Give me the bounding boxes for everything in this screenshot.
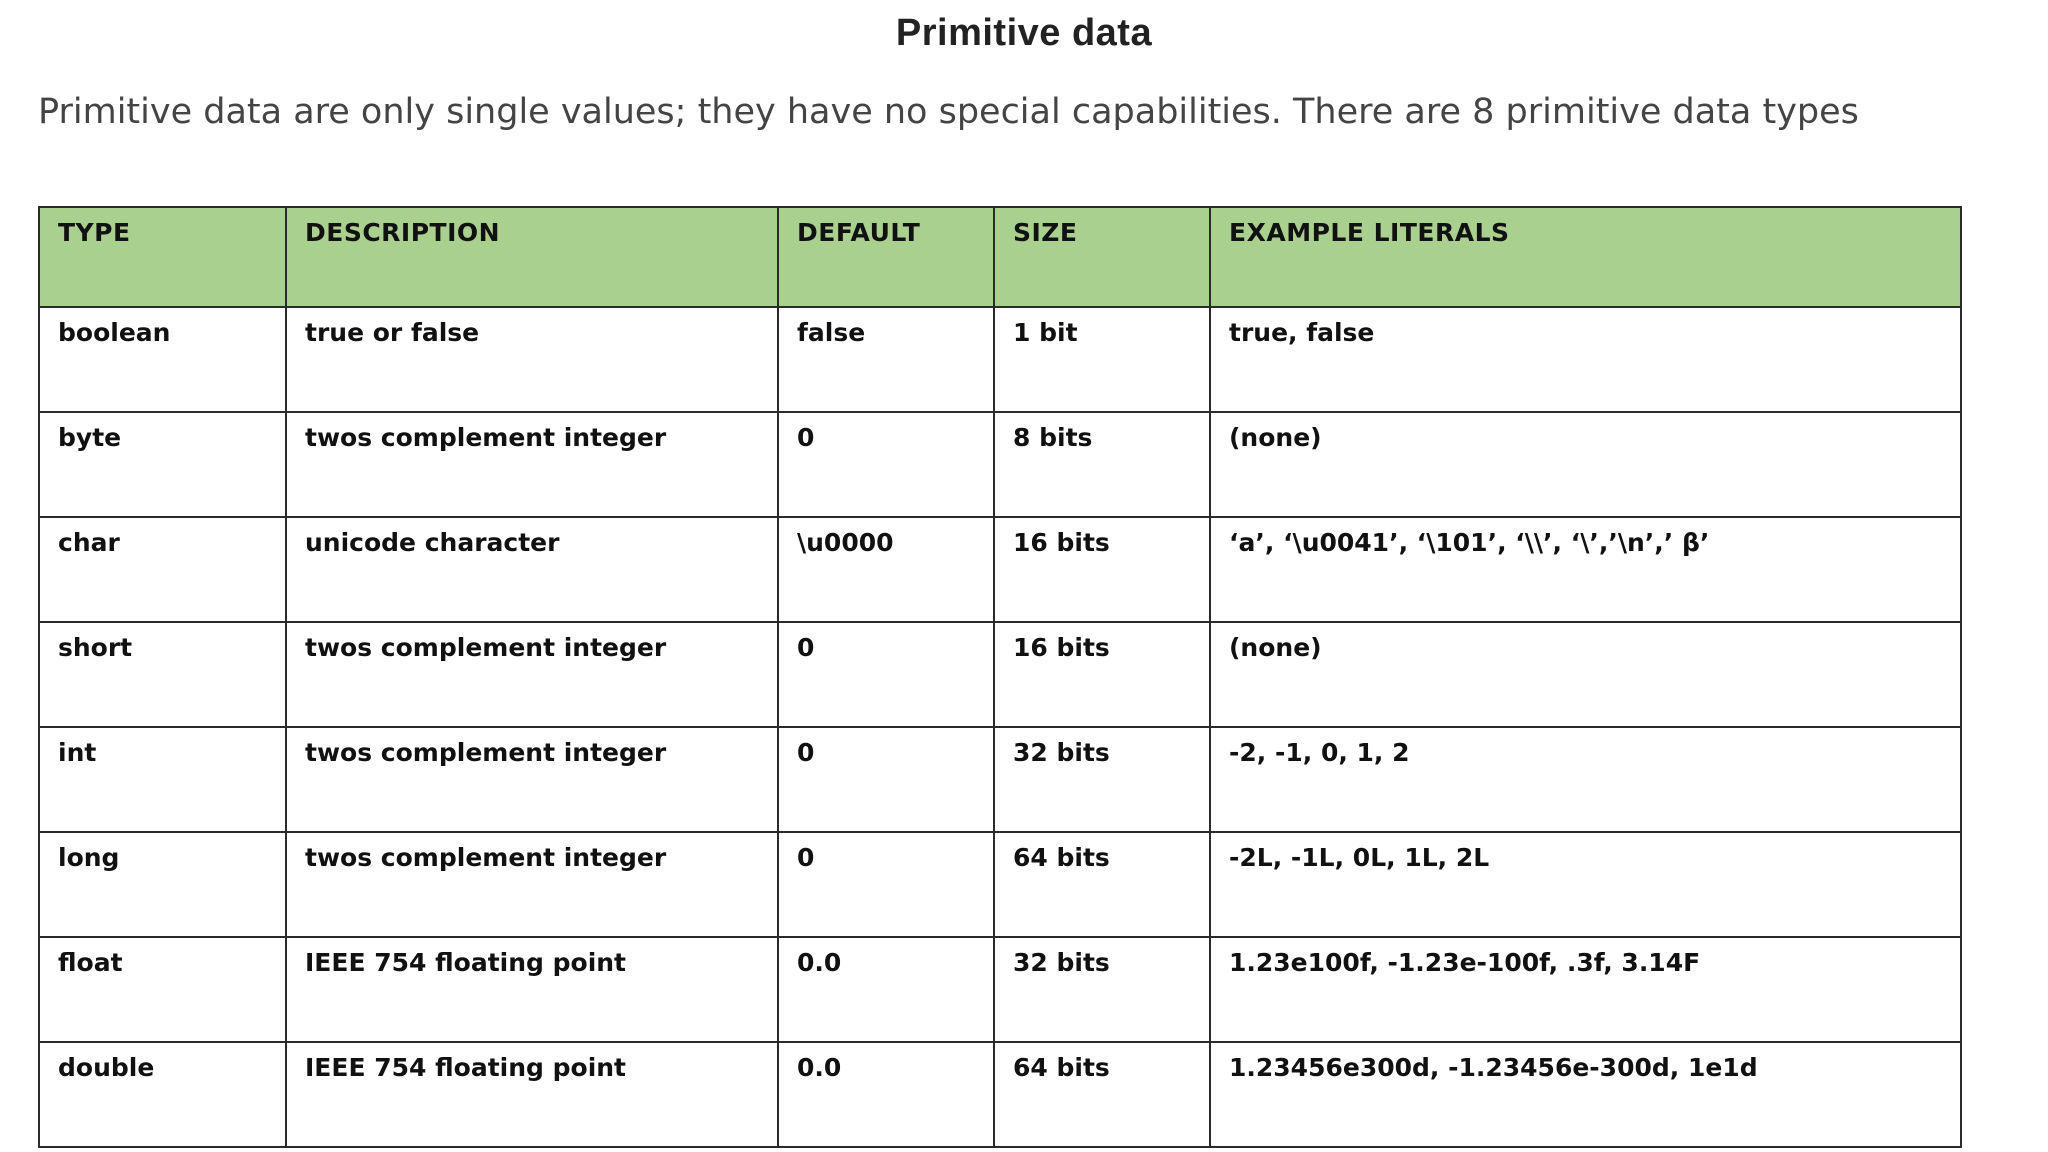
cell-description: twos complement integer bbox=[286, 412, 778, 517]
table-row bbox=[39, 1042, 1961, 1147]
primitive-types-table-container bbox=[38, 206, 1962, 1148]
cell-description: twos complement integer bbox=[286, 727, 778, 832]
cell-default: \u0000 bbox=[778, 517, 994, 622]
table-row bbox=[39, 832, 1961, 937]
cell-example-literals: (none) bbox=[1210, 412, 1961, 517]
cell-size: 32 bits bbox=[994, 937, 1210, 1042]
page-title: Primitive data bbox=[895, 12, 1153, 54]
header-default: DEFAULT bbox=[778, 207, 994, 307]
table-row bbox=[39, 727, 1961, 832]
header-example-literals: EXAMPLE LITERALS bbox=[1210, 207, 1961, 307]
cell-default: 0 bbox=[778, 832, 994, 937]
cell-size: 8 bits bbox=[994, 412, 1210, 517]
cell-default: 0.0 bbox=[778, 937, 994, 1042]
cell-type: short bbox=[39, 622, 286, 727]
cell-description: IEEE 754 floating point bbox=[286, 937, 778, 1042]
cell-description: true or false bbox=[286, 307, 778, 412]
table-row bbox=[39, 622, 1961, 727]
cell-example-literals: 1.23e100f, -1.23e-100f, .3f, 3.14F bbox=[1210, 937, 1961, 1042]
cell-type: byte bbox=[39, 412, 286, 517]
cell-size: 1 bit bbox=[994, 307, 1210, 412]
header-size: SIZE bbox=[994, 207, 1210, 307]
cell-description: unicode character bbox=[286, 517, 778, 622]
cell-size: 64 bits bbox=[994, 832, 1210, 937]
cell-type: float bbox=[39, 937, 286, 1042]
cell-default: 0 bbox=[778, 727, 994, 832]
table-row bbox=[39, 412, 1961, 517]
cell-type: boolean bbox=[39, 307, 286, 412]
cell-size: 16 bits bbox=[994, 622, 1210, 727]
cell-default: false bbox=[778, 307, 994, 412]
cell-example-literals: -2, -1, 0, 1, 2 bbox=[1210, 727, 1961, 832]
header-description: DESCRIPTION bbox=[286, 207, 778, 307]
cell-type: char bbox=[39, 517, 286, 622]
cell-example-literals: -2L, -1L, 0L, 1L, 2L bbox=[1210, 832, 1961, 937]
cell-type: double bbox=[39, 1042, 286, 1147]
intro-paragraph: Primitive data are only single values; they have no special capabilities. There are 8 primitive data types bbox=[38, 92, 1859, 132]
table-row bbox=[39, 937, 1961, 1042]
cell-size: 64 bits bbox=[994, 1042, 1210, 1147]
cell-example-literals: 1.23456e300d, -1.23456e-300d, 1e1d bbox=[1210, 1042, 1961, 1147]
cell-description: twos complement integer bbox=[286, 622, 778, 727]
table-row bbox=[39, 517, 1961, 622]
cell-example-literals: (none) bbox=[1210, 622, 1961, 727]
cell-example-literals: ‘a’, ‘\u0041’, ‘\101’, ‘\\’, ‘\’,’\n’,’ β’ bbox=[1210, 517, 1961, 622]
table-row bbox=[39, 307, 1961, 412]
cell-size: 16 bits bbox=[994, 517, 1210, 622]
primitive-types-table bbox=[38, 206, 1962, 1148]
cell-default: 0 bbox=[778, 412, 994, 517]
cell-description: IEEE 754 floating point bbox=[286, 1042, 778, 1147]
cell-default: 0 bbox=[778, 622, 994, 727]
cell-description: twos complement integer bbox=[286, 832, 778, 937]
cell-default: 0.0 bbox=[778, 1042, 994, 1147]
cell-example-literals: true, false bbox=[1210, 307, 1961, 412]
header-type: TYPE bbox=[39, 207, 286, 307]
table-header-row bbox=[39, 207, 1961, 307]
cell-type: int bbox=[39, 727, 286, 832]
cell-size: 32 bits bbox=[994, 727, 1210, 832]
cell-type: long bbox=[39, 832, 286, 937]
